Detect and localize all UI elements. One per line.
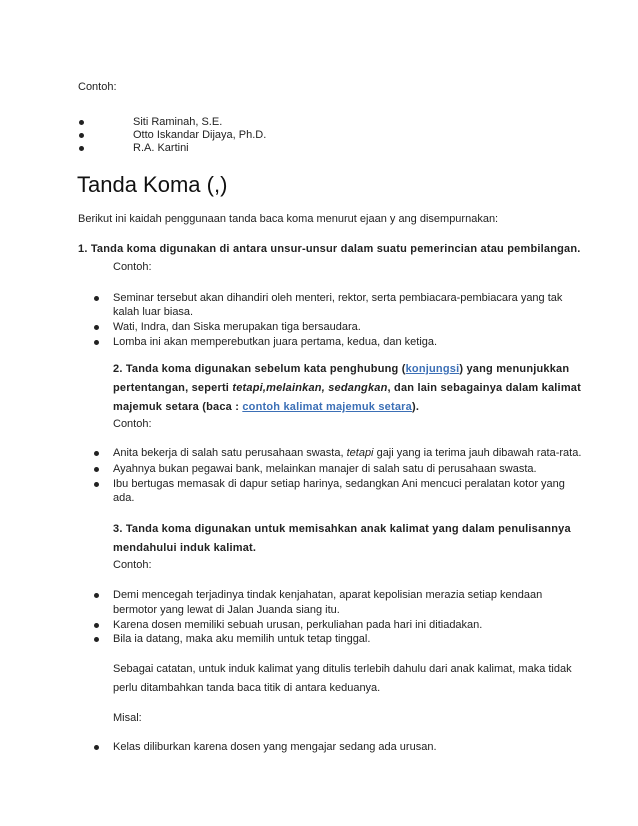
bullet-icon xyxy=(79,133,84,138)
list-item: Seminar tersebut akan dihandiri oleh menteri, rektor, serta pembiacara-pembiacara yang tak xyxy=(113,292,563,304)
bullet-icon xyxy=(94,296,99,301)
bullet-icon xyxy=(79,120,84,125)
list-item: R.A. Kartini xyxy=(133,142,189,154)
list-item: Demi mencegah terjadinya tindak kenjahatan, aparat kepolisian merazia setiap kendaan xyxy=(113,589,543,601)
list-item: Wati, Indra, dan Siska merupakan tiga bersaudara. xyxy=(113,321,361,333)
bullet-icon xyxy=(79,146,84,151)
list-item: Anita bekerja di salah satu perusahaan swasta, tetapi gaji yang ia terima jauh dibawah rata-rata. xyxy=(113,447,582,459)
contoh-label: Contoh: xyxy=(113,418,152,430)
bullet-icon xyxy=(94,451,99,456)
rule-3-line-2: mendahului induk kalimat. xyxy=(113,542,257,554)
rule-2-line-1: 2. Tanda koma digunakan sebelum kata penghubung (konjungsi) yang menunjukkan xyxy=(113,363,570,375)
list-item-continued: kalah luar biasa. xyxy=(113,306,194,318)
contoh-label: Contoh: xyxy=(113,559,152,571)
list-item: Ayahnya bukan pegawai bank, melainkan manajer di salah satu di perusahaan swasta. xyxy=(113,463,537,475)
section-heading: Tanda Koma (,) xyxy=(77,172,228,197)
bullet-icon xyxy=(94,637,99,642)
rule-3-line-1: 3. Tanda koma digunakan untuk memisahkan anak kalimat yang dalam penulisannya xyxy=(113,523,571,535)
list-item: Bila ia datang, maka aku memilih untuk tetap tinggal. xyxy=(113,633,371,645)
rule-1: 1. Tanda koma digunakan di antara unsur-unsur dalam suatu pemerincian atau pembilangan. xyxy=(78,243,581,255)
list-item: Otto Iskandar Dijaya, Ph.D. xyxy=(133,129,267,141)
bullet-icon xyxy=(94,745,99,750)
list-item: Kelas diliburkan karena dosen yang mengajar sedang ada urusan. xyxy=(113,741,437,753)
contoh-label: Contoh: xyxy=(78,81,117,93)
kalimat-majemuk-link[interactable]: contoh kalimat majemuk setara xyxy=(242,401,412,413)
rule-2-line-3: majemuk setara (baca : contoh kalimat majemuk setara). xyxy=(113,401,420,413)
konjungsi-link[interactable]: konjungsi xyxy=(405,363,460,375)
bullet-icon xyxy=(94,623,99,628)
contoh-label: Contoh: xyxy=(113,261,152,273)
note-line-2: perlu ditambahkan tanda baca titik di antara keduanya. xyxy=(113,682,381,694)
rule-2-line-2: pertentangan, seperti tetapi,melainkan, sedangkan, dan lain sebagainya dalam kalimat xyxy=(113,382,581,394)
list-item: Ibu bertugas memasak di dapur setiap harinya, sedangkan Ani mencuci peralatan kotor yang xyxy=(113,478,565,490)
bullet-icon xyxy=(94,340,99,345)
note-line-1: Sebagai catatan, untuk induk kalimat yang ditulis terlebih dahulu dari anak kalimat, maka tidak xyxy=(113,663,572,675)
bullet-icon xyxy=(94,325,99,330)
misal-label: Misal: xyxy=(113,712,142,724)
bullet-icon xyxy=(94,593,99,598)
list-item: Lomba ini akan memperebutkan juara pertama, kedua, dan ketiga. xyxy=(113,336,438,348)
intro-text: Berikut ini kaidah penggunaan tanda baca koma menurut ejaan y ang disempurnakan: xyxy=(78,213,499,225)
bullet-icon xyxy=(94,482,99,487)
list-item: Siti Raminah, S.E. xyxy=(133,116,223,128)
list-item-continued: bermotor yang lewat di Jalan Juanda siang itu. xyxy=(113,604,340,616)
list-item-continued: ada. xyxy=(113,492,135,504)
list-item: Karena dosen memiliki sebuah urusan, perkuliahan pada hari ini ditiadakan. xyxy=(113,619,483,631)
bullet-icon xyxy=(94,467,99,472)
